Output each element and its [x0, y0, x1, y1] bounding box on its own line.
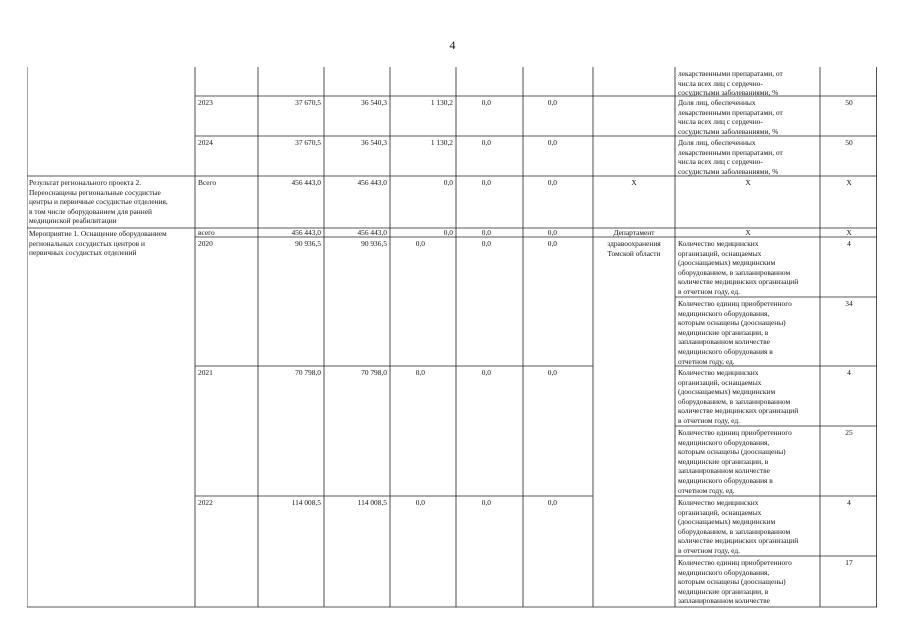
result-other: 0,0: [547, 178, 557, 187]
result-regional: 0,0: [443, 178, 453, 187]
program-table: [27, 67, 877, 607]
indicator-2024: Доля лиц, обеспеченных лекарственными препаратами, от числа всех лиц с сердечно- сосудистыми заболеваниями, %: [678, 138, 783, 176]
year-2022: 2022: [198, 498, 213, 507]
regional-2023: 1 130,2: [430, 98, 453, 107]
local-2023: 0,0: [481, 98, 491, 107]
indicator-2023: Доля лиц, обеспеченных лекарственными препаратами, от числа всех лиц с сердечно- сосудистыми заболеваниями, %: [678, 98, 783, 136]
federal-2021: 70 798,0: [361, 368, 387, 377]
result-total: 456 443,0: [291, 178, 321, 187]
value-equipment-2020: 34: [845, 299, 853, 308]
federal-2024: 36 540,3: [361, 138, 387, 147]
local-2020: 0,0: [481, 239, 491, 248]
result-period: Всего: [198, 178, 217, 187]
federal-2023: 36 540,3: [361, 98, 387, 107]
other-2020: 0,0: [547, 239, 557, 248]
value-equipment-2022: 17: [845, 558, 853, 567]
measure-regional: 0,0: [443, 229, 453, 237]
value-equipment-2021: 25: [845, 428, 853, 437]
local-2021: 0,0: [481, 368, 491, 377]
indicator-equipment-2022: Количество единиц приобретенного медицинского оборудования, которым оснащены (дооснащены) медицинские организации, в запланированном количестве: [678, 558, 792, 606]
measure-period: всего: [198, 229, 215, 237]
federal-2020: 90 936,5: [361, 239, 387, 248]
indicator-orgs-2022: Количество медицинских организаций, оснащаемых (дооснащаемых) медицинским оборудованием, в запланированном количестве медицинских организаций в отчетном году, ед.: [678, 498, 799, 555]
year-2020: 2020: [198, 239, 213, 248]
local-2022: 0,0: [481, 498, 491, 507]
total-2022: 114 008,5: [291, 498, 321, 507]
value-2024: 50: [845, 138, 853, 147]
regional-2021: 0,0: [415, 368, 425, 377]
indicator-continuation: лекарственными препаратами, от числа всех лиц с сердечно- сосудистыми заболеваниями, %: [678, 69, 783, 98]
year-2024: 2024: [198, 138, 213, 147]
other-2024: 0,0: [547, 138, 557, 147]
other-2023: 0,0: [547, 98, 557, 107]
value-orgs-2021: 4: [847, 368, 851, 377]
measure-indicator: Х: [745, 229, 751, 237]
other-2021: 0,0: [547, 368, 557, 377]
value-orgs-2022: 4: [847, 498, 851, 507]
result-federal: 456 443,0: [357, 178, 387, 187]
year-2021: 2021: [198, 368, 213, 377]
indicator-orgs-2021: Количество медицинских организаций, оснащаемых (дооснащаемых) медицинским оборудованием, в запланированном количестве медицинских организаций в отчетном году, ед.: [678, 368, 799, 425]
regional-2022: 0,0: [415, 498, 425, 507]
federal-2022: 114 008,5: [357, 498, 387, 507]
measure-other: 0,0: [547, 229, 557, 237]
year-2023: 2023: [198, 98, 213, 107]
regional-2024: 1 130,2: [430, 138, 453, 147]
indicator-equipment-2021: Количество единиц приобретенного медицинского оборудования, которым оснащены (дооснащены) медицинские организации, в запланированном количестве медицинского оборудования в отчетном году, ед.: [678, 428, 792, 495]
indicator-orgs-2020: Количество медицинских организаций, оснащаемых (дооснащаемых) медицинским оборудованием, в запланированном количестве медицинских организаций в отчетном году, ед.: [678, 239, 799, 296]
indicator-equipment-2020: Количество единиц приобретенного медицинского оборудования, которым оснащены (дооснащены) медицинские организации, в запланированном количестве медицинского оборудования в отчетном году, ед.: [678, 299, 792, 366]
value-2023: 50: [845, 98, 853, 107]
total-2020: 90 936,5: [295, 239, 321, 248]
measure-value: Х: [846, 229, 852, 237]
measure-1-title: Мероприятие 1. Оснащение оборудованием региональных сосудистых центров и первичных сосудистых отделений: [29, 229, 167, 258]
measure-executor-head: Департамент: [613, 229, 655, 237]
page-number: 4: [449, 38, 456, 52]
total-2024: 37 670,5: [295, 138, 321, 147]
measure-local: 0,0: [481, 229, 491, 237]
total-2021: 70 798,0: [295, 368, 321, 377]
result-local: 0,0: [481, 178, 491, 187]
regional-2020: 0,0: [415, 239, 425, 248]
measure-federal: 456 443,0: [357, 229, 387, 237]
result-executor: Х: [631, 178, 637, 187]
result-2-title: Результат регионального проекта 2. Переоснащены региональные сосудистые центры и первичные сосудистые отделения, в том числе оборудованием для ранней медицинской реабилитации: [29, 178, 168, 226]
other-2022: 0,0: [547, 498, 557, 507]
total-2023: 37 670,5: [295, 98, 321, 107]
measure-total: 456 443,0: [291, 229, 321, 237]
value-orgs-2020: 4: [847, 239, 851, 248]
local-2024: 0,0: [481, 138, 491, 147]
result-indicator: Х: [745, 178, 751, 187]
result-value: Х: [846, 178, 852, 187]
measure-executor: здравоохранения Томской области: [607, 239, 661, 258]
